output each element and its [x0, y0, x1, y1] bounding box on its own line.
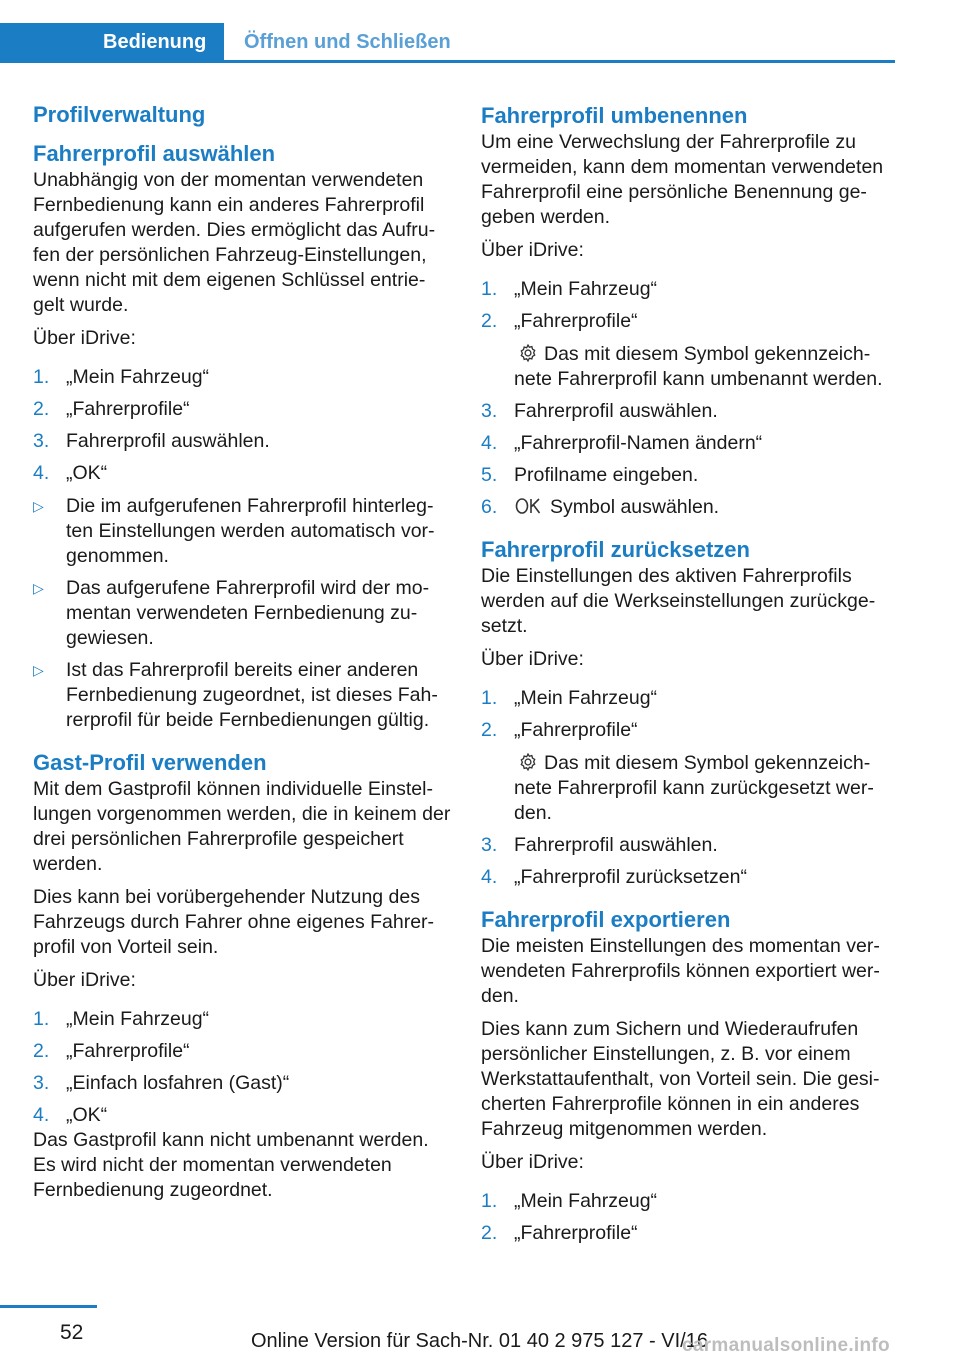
- step-list-export: [481, 1189, 896, 1246]
- step-note: [514, 342, 896, 392]
- result-text: Das aufgerufene Fahrerprofil wird der mo-mentan verwendeten Fernbedienung zu-gewiesen.: [66, 577, 430, 649]
- step-item: [481, 1189, 896, 1214]
- step-list-guest: [33, 1007, 451, 1128]
- idrive-label: Über iDrive:: [481, 1151, 584, 1173]
- step-text: „Fahrerprofile“: [514, 1222, 638, 1244]
- subsection-title-guest: Gast-Profil verwenden: [33, 750, 267, 775]
- online-version-text: Online Version für Sach-Nr. 01 40 2 975 127 - VI/16: [251, 1330, 708, 1352]
- step-text: Fahrerprofil auswählen.: [514, 400, 718, 422]
- step-number: 2.: [481, 1222, 498, 1244]
- step-text: [514, 495, 896, 520]
- tab-oeffnen-und-schliessen[interactable]: Öffnen und Schließen: [244, 31, 451, 53]
- step-number: 1.: [33, 1008, 50, 1030]
- idrive-label: Über iDrive:: [481, 239, 584, 261]
- step-text: Profilname eingeben.: [514, 464, 699, 486]
- paragraph: Das Gastprofil kann nicht umbenannt werden. Es wird nicht der momentan verwendeten Fernbedienung zugeordnet.: [33, 1129, 429, 1201]
- step-number: 1.: [481, 687, 498, 709]
- paragraph: Die Einstellungen des aktiven Fahrerprofils werden auf die Werkseinstellungen zurückge-setzt.: [481, 565, 876, 637]
- step-list-rename-cont: [481, 399, 896, 520]
- step-number: 1.: [481, 278, 498, 300]
- section-title: Profilverwaltung: [33, 102, 206, 127]
- step-number: 3.: [33, 1072, 50, 1094]
- step-text-label: Symbol auswählen.: [550, 496, 720, 518]
- step-text: „Fahrerprofile“: [66, 398, 190, 420]
- step-text: Fahrerprofil auswählen.: [514, 834, 718, 856]
- step-item: [33, 365, 451, 390]
- step-number: 4.: [33, 1104, 50, 1126]
- step-number: 4.: [481, 432, 498, 454]
- idrive-label: Über iDrive:: [33, 969, 136, 991]
- step-text: „Mein Fahrzeug“: [514, 1190, 658, 1212]
- subsection-title-export: Fahrerprofil exportieren: [481, 907, 731, 932]
- paragraph: Dies kann zum Sichern und Wiederaufrufen persönlicher Einstellungen, z. B. vor einem Werkstattaufenthalt, von Vorteil sein. Die gesi-cherten Fahrerprofile können in ein anderes Fahrzeug mitgenommen werden.: [481, 1018, 880, 1140]
- step-item: [481, 833, 896, 858]
- subsection-title-rename: Fahrerprofil umbenennen: [481, 103, 748, 128]
- step-item: [481, 431, 896, 456]
- step-text: „OK“: [66, 1104, 108, 1126]
- step-number: 4.: [33, 462, 50, 484]
- step-number: 3.: [481, 400, 498, 422]
- step-note: [514, 751, 896, 826]
- gear-icon: [518, 343, 538, 363]
- idrive-label: Über iDrive:: [481, 648, 584, 670]
- triangle-right-icon: ▷: [33, 580, 44, 596]
- step-list-reset-cont: [481, 833, 896, 890]
- result-text: Die im aufgerufenen Fahrerprofil hinterleg-ten Einstellungen werden automatisch vor-genommen.: [66, 495, 435, 567]
- step-list-rename: [481, 277, 896, 334]
- step-item: [481, 1221, 896, 1246]
- result-item: [33, 658, 451, 733]
- step-item: [481, 495, 896, 520]
- step-text: „Einfach losfahren (Gast)“: [66, 1072, 290, 1094]
- step-item: [481, 463, 896, 488]
- gear-icon: [518, 752, 538, 772]
- step-item: [33, 1071, 451, 1096]
- idrive-label: Über iDrive:: [33, 327, 136, 349]
- step-text: Fahrerprofil auswählen.: [66, 430, 270, 452]
- step-item: [481, 399, 896, 424]
- step-number: 5.: [481, 464, 498, 486]
- step-item: [33, 397, 451, 422]
- step-text: „Mein Fahrzeug“: [514, 687, 658, 709]
- step-number: 2.: [33, 1040, 50, 1062]
- step-item: [33, 461, 451, 486]
- step-item: [481, 686, 896, 711]
- step-item: [33, 1103, 451, 1128]
- step-text: „Fahrerprofil zurücksetzen“: [514, 866, 747, 888]
- step-number: 1.: [33, 366, 50, 388]
- result-item: [33, 576, 451, 651]
- step-item: [33, 429, 451, 454]
- step-number: 1.: [481, 1190, 498, 1212]
- footer-rule: [0, 1305, 97, 1308]
- step-number: 6.: [481, 496, 498, 518]
- step-number: 2.: [33, 398, 50, 420]
- step-number: 2.: [481, 310, 498, 332]
- paragraph: Die meisten Einstellungen des momentan ver-wendeten Fahrerprofils können exportiert wer-den.: [481, 935, 880, 1007]
- step-text: „Fahrerprofil-Namen ändern“: [514, 432, 763, 454]
- step-text: „Mein Fahrzeug“: [66, 366, 210, 388]
- step-text: „Mein Fahrzeug“: [66, 1008, 210, 1030]
- step-item: [481, 309, 896, 334]
- note-text: Das mit diesem Symbol gekennzeich-nete Fahrerprofil kann umbenannt werden.: [514, 343, 883, 390]
- step-text: „Mein Fahrzeug“: [514, 278, 658, 300]
- step-number: 2.: [481, 719, 498, 741]
- result-list: [33, 494, 451, 733]
- tab-bedienung[interactable]: Bedienung: [0, 23, 224, 60]
- page-number: 52: [60, 1321, 84, 1344]
- step-item: [33, 1039, 451, 1064]
- right-column: [481, 100, 896, 1254]
- ok-symbol-icon: [514, 496, 544, 516]
- result-item: [33, 494, 451, 569]
- step-text: „OK“: [66, 462, 108, 484]
- watermark: carmanualsonline.info: [682, 1335, 890, 1356]
- step-item: [33, 1007, 451, 1032]
- left-column: [33, 100, 451, 1211]
- step-text: „Fahrerprofile“: [514, 310, 638, 332]
- note-text: Das mit diesem Symbol gekennzeich-nete Fahrerprofil kann zurückgesetzt wer-den.: [514, 752, 874, 824]
- triangle-right-icon: ▷: [33, 498, 44, 514]
- step-text: „Fahrerprofile“: [514, 719, 638, 741]
- step-list-select: [33, 365, 451, 486]
- paragraph: Dies kann bei vorübergehender Nutzung des Fahrzeugs durch Fahrer ohne eigenes Fahrer-profil von Vorteil sein.: [33, 886, 435, 958]
- header-tabbar: [0, 23, 895, 63]
- paragraph: Mit dem Gastprofil können individuelle Einstel-lungen vorgenommen werden, die in keinem der drei persönlichen Fahrerprofile gespeichert werden.: [33, 778, 451, 875]
- step-text: „Fahrerprofile“: [66, 1040, 190, 1062]
- subsection-title-reset: Fahrerprofil zurücksetzen: [481, 537, 750, 562]
- subsection-title-select: Fahrerprofil auswählen: [33, 141, 276, 166]
- step-number: 4.: [481, 866, 498, 888]
- result-text: Ist das Fahrerprofil bereits einer anderen Fernbedienung zugeordnet, ist dieses Fah-rerprofil für beide Fernbedienungen gültig.: [66, 659, 438, 731]
- step-item: [481, 718, 896, 743]
- step-number: 3.: [33, 430, 50, 452]
- step-number: 3.: [481, 834, 498, 856]
- paragraph: Um eine Verwechslung der Fahrerprofile zu vermeiden, kann dem momentan verwendeten Fahrerprofil eine persönliche Benennung ge-geben werden.: [481, 131, 884, 228]
- step-item: [481, 865, 896, 890]
- step-item: [481, 277, 896, 302]
- triangle-right-icon: ▷: [33, 662, 44, 678]
- paragraph: Unabhängig von der momentan verwendeten Fernbedienung kann ein anderes Fahrerprofil aufgerufen werden. Dies ermöglicht das Aufru-fen der persönlichen Fahrzeug-Einstellungen, wenn nicht mit dem eigenen Schlüssel entrie-gelt wurde.: [33, 169, 436, 316]
- step-list-reset: [481, 686, 896, 743]
